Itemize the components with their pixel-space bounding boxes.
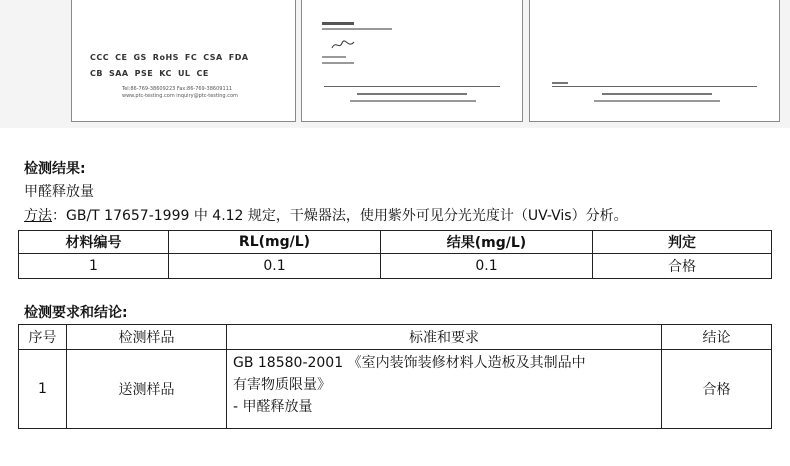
page-thumbnail-signature[interactable] (301, 0, 523, 122)
footer-text-placeholder (552, 82, 568, 84)
column-header: 结论 (662, 325, 772, 350)
cert-mark: KC (159, 69, 172, 78)
column-header: RL(mg/L) (169, 231, 381, 254)
signature-caption-placeholder (322, 56, 346, 58)
table-row (19, 254, 772, 279)
footer-text-placeholder (350, 100, 476, 102)
footer-text-placeholder (357, 93, 467, 95)
footer-rule (552, 86, 757, 87)
document-preview-strip (0, 0, 790, 128)
method-label: 方法 (24, 208, 52, 224)
contact-web-line: www.ptc-testing.com inquiry@ptc-testing.com (122, 93, 238, 99)
result-table (18, 230, 772, 279)
results-heading: 检测结果: (24, 161, 86, 177)
signature-caption-placeholder (322, 62, 354, 64)
table-header-row (19, 231, 772, 254)
cert-mark: UL (177, 69, 191, 78)
column-header: 结果(mg/L) (381, 231, 593, 254)
cert-mark: CB (90, 69, 103, 78)
column-header: 标准和要求 (227, 325, 662, 350)
table-cell-index: 1 (19, 350, 67, 429)
table-cell-sample: 送测样品 (67, 350, 227, 429)
page-thumbnail-blank[interactable] (529, 0, 780, 122)
cert-mark: PSE (134, 69, 154, 78)
cert-mark: SAA (108, 69, 129, 78)
column-header: 检测样品 (67, 325, 227, 350)
certification-marks-row (90, 69, 209, 78)
cert-mark: CCC (90, 53, 110, 62)
certification-marks-row (90, 53, 249, 62)
standard-line: 有害物质限量》 (233, 377, 331, 393)
column-header: 判定 (593, 231, 772, 254)
cert-mark: FC (184, 53, 198, 62)
table-cell-verdict: 合格 (662, 350, 772, 429)
cert-mark: CE (196, 69, 209, 78)
sample-name: 甲醛释放量 (24, 184, 94, 200)
column-header: 序号 (19, 325, 67, 350)
signature-image (330, 39, 356, 51)
cert-mark: GS (133, 53, 147, 62)
standard-line: - 甲醛释放量 (233, 399, 313, 415)
cert-mark: RoHS (152, 53, 179, 62)
table-cell-standard (227, 350, 662, 429)
cert-mark: CE (115, 53, 128, 62)
cert-mark: FDA (228, 53, 249, 62)
footer-text-placeholder (602, 93, 712, 95)
method-line (24, 205, 628, 225)
conclusion-heading: 检测要求和结论: (24, 305, 128, 321)
page-thumbnail-certifications[interactable] (71, 0, 296, 122)
method-text: ：GB/T 17657-1999 中 4.12 规定，干燥器法，使用紫外可见分光光度计（UV-Vis）分析。 (52, 208, 628, 224)
footer-text-placeholder (594, 100, 720, 102)
table-cell: 0.1 (381, 254, 593, 279)
signature-text-placeholder (322, 22, 392, 30)
table-cell: 0.1 (169, 254, 381, 279)
table-header-row (19, 325, 772, 350)
column-header: 材料编号 (19, 231, 169, 254)
table-cell: 合格 (593, 254, 772, 279)
table-row (19, 350, 772, 429)
table-cell: 1 (19, 254, 169, 279)
contact-phone-line: Tel:86-769-38609223 Fax:86-769-38609111 (122, 86, 232, 92)
conclusion-table (18, 324, 772, 429)
standard-line: GB 18580-2001 《室内装饰装修材料人造板及其制品中 (233, 355, 586, 371)
cert-mark: CSA (203, 53, 223, 62)
footer-rule (324, 86, 500, 87)
